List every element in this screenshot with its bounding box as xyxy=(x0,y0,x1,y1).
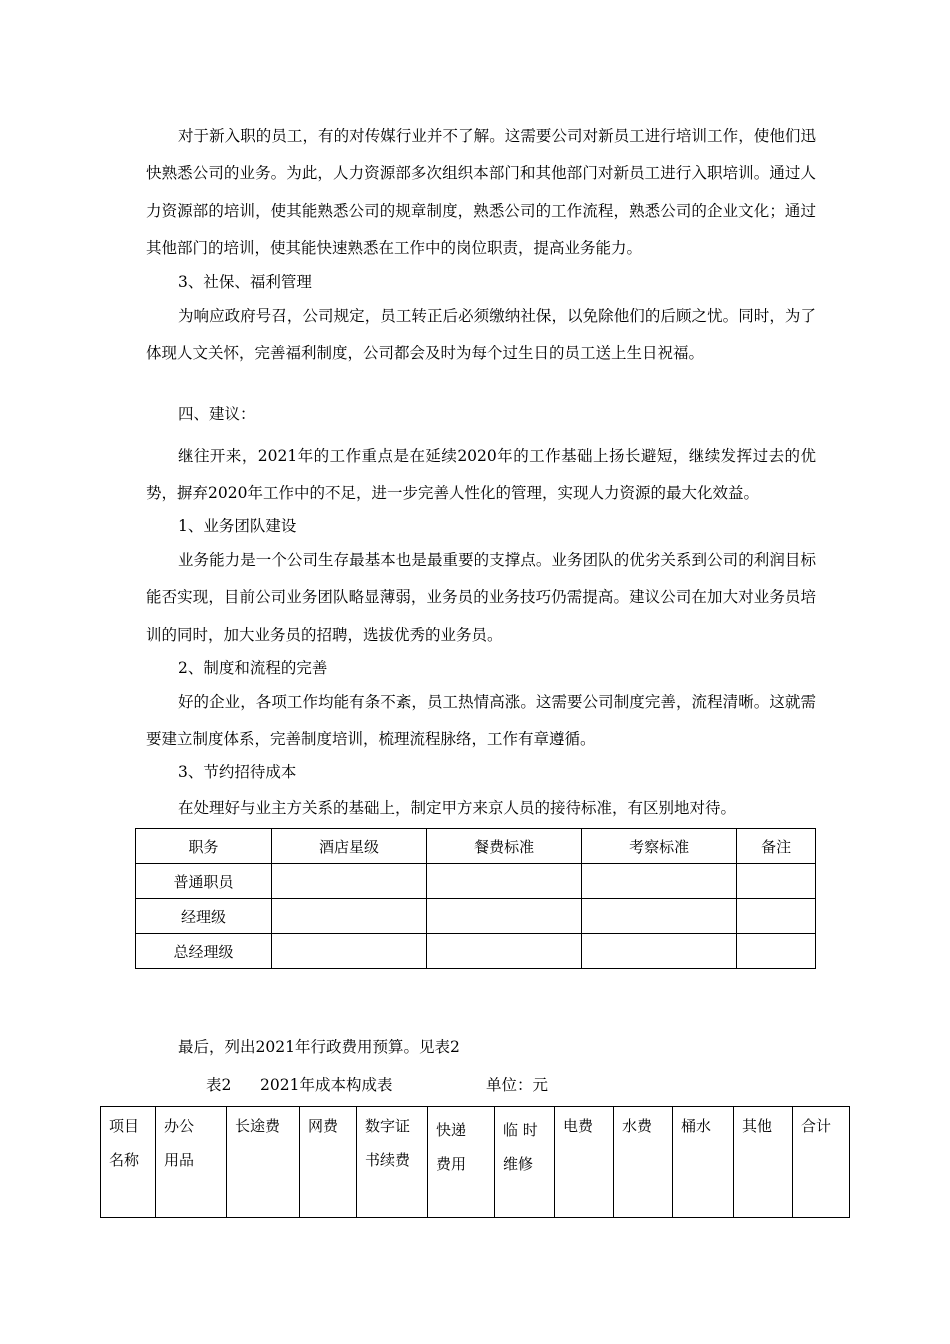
table-cell xyxy=(272,934,427,969)
table-header-cell: 项目 名称 xyxy=(101,1107,156,1218)
para-social-welfare: 为响应政府号召，公司规定，员工转正后必须缴纳社保，以免除他们的后顾之忧。同时，为了体现人文关怀，完善福利制度，公司都会及时为每个过生日的员工送上生日祝福。 xyxy=(146,307,816,363)
table-cell xyxy=(582,899,737,934)
table-cell-position: 经理级 xyxy=(136,899,272,934)
table-header-cell: 合计 xyxy=(793,1107,850,1218)
table-header-cell: 酒店星级 xyxy=(272,829,427,864)
table-header-cell: 餐费标准 xyxy=(427,829,582,864)
table-header-cell: 临 时 维修 xyxy=(495,1107,555,1218)
table-header-cell: 桶水 xyxy=(673,1107,734,1218)
cost-structure-table xyxy=(100,1106,850,1218)
heading-reception-cost: 3、节约招待成本 xyxy=(178,763,297,781)
table-row xyxy=(136,934,816,969)
para-team-building: 业务能力是一个公司生存最基本也是最重要的支撑点。业务团队的优劣关系到公司的利润目标能否实现，目前公司业务团队略显薄弱，业务员的业务技巧仍需提高。建议公司在加大对业务员培训的同时，加大业务员的招聘，选拔优秀的业务员。 xyxy=(146,551,816,644)
heading-suggestions: 四、建议： xyxy=(178,405,256,423)
table-header-cell: 数字证 书续费 xyxy=(357,1107,428,1218)
table-cell xyxy=(582,864,737,899)
table-cell xyxy=(737,899,816,934)
reception-standard-table xyxy=(135,828,816,969)
table-header-cell: 备注 xyxy=(737,829,816,864)
table-cell xyxy=(427,934,582,969)
table-cell-position: 总经理级 xyxy=(136,934,272,969)
table-cell xyxy=(427,899,582,934)
table-cell xyxy=(582,934,737,969)
para-training: 对于新入职的员工，有的对传媒行业并不了解。这需要公司对新员工进行培训工作，使他们迅快熟悉公司的业务。为此，人力资源部多次组织本部门和其他部门对新员工进行入职培训。通过人力资源部的培训，使其能熟悉公司的规章制度，熟悉公司的工作流程，熟悉公司的企业文化；通过其他部门的培训，使其能快速熟悉在工作中的岗位职责，提高业务能力。 xyxy=(146,127,816,257)
table-header-cell: 网费 xyxy=(300,1107,357,1218)
table-header-cell: 电费 xyxy=(555,1107,614,1218)
heading-team-building: 1、业务团队建设 xyxy=(178,517,297,535)
table2-title: 2021年成本构成表 xyxy=(260,1076,393,1094)
table-cell xyxy=(737,864,816,899)
heading-social-welfare: 3、社保、福利管理 xyxy=(178,273,312,291)
para-reception-cost: 在处理好与业主方关系的基础上，制定甲方来京人员的接待标准，有区别地对待。 xyxy=(178,799,737,817)
heading-system-process: 2、制度和流程的完善 xyxy=(178,659,328,677)
table-header-cell: 考察标准 xyxy=(582,829,737,864)
table-cell xyxy=(427,864,582,899)
table-header-cell: 其他 xyxy=(734,1107,793,1218)
table-header-row xyxy=(136,829,816,864)
para-system-process: 好的企业，各项工作均能有条不紊，员工热情高涨。这需要公司制度完善，流程清晰。这就需要建立制度体系，完善制度培训，梳理流程脉络，工作有章遵循。 xyxy=(146,693,816,749)
para-suggestions: 继往开来，2021年的工作重点是在延续2020年的工作基础上扬长避短，继续发挥过去的优势，摒弃2020年工作中的不足，进一步完善人性化的管理，实现人力资源的最大化效益。 xyxy=(146,447,816,503)
table-header-cell: 长途费 xyxy=(227,1107,300,1218)
table-header-cell: 职务 xyxy=(136,829,272,864)
table-row xyxy=(136,899,816,934)
table-header-cell: 快递 费用 xyxy=(428,1107,495,1218)
table-cell xyxy=(272,864,427,899)
table-row xyxy=(136,864,816,899)
table-cell-position: 普通职员 xyxy=(136,864,272,899)
table-cell xyxy=(737,934,816,969)
table-header-cell: 水费 xyxy=(614,1107,673,1218)
table-cell xyxy=(272,899,427,934)
table-header-cell: 办公 用品 xyxy=(156,1107,227,1218)
table-header-row xyxy=(101,1107,850,1218)
table2-unit: 单位：元 xyxy=(486,1076,549,1094)
para-final: 最后，列出2021年行政费用预算。见表2 xyxy=(178,1038,460,1056)
table2-label: 表2 xyxy=(206,1076,232,1094)
